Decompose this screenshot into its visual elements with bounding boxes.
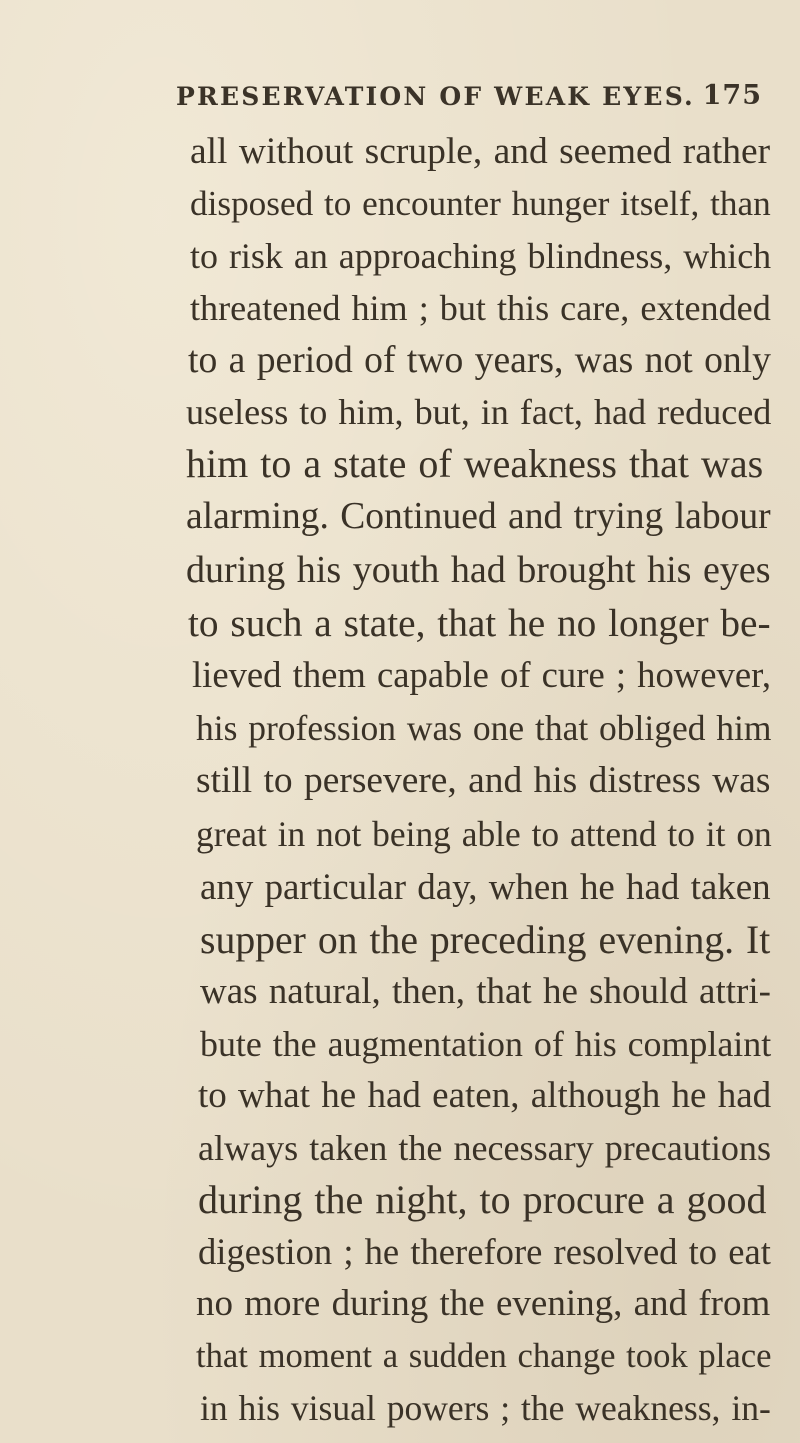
text-line: great in not being able to attend to it on (196, 814, 772, 854)
text-line: no more during the evening, and from (196, 1283, 771, 1324)
text-line: always taken the necessary precautions (198, 1128, 771, 1168)
text-line: digestion ; he therefore resolved to eat (198, 1231, 771, 1272)
text-line: that moment a sudden change took place (196, 1337, 772, 1375)
text-line: to risk an approaching blindness, which (190, 236, 772, 276)
text-line: bute the augmentation of his complaint (200, 1024, 772, 1064)
text-line: during the night, to procure a good (198, 1177, 767, 1222)
text-line: all without scruple, and seemed rather (190, 131, 771, 172)
text-line: in his visual powers ; the weakness, in- (200, 1388, 771, 1428)
running-head-title: PRESERVATION OF WEAK EYES. (176, 82, 695, 111)
text-line: during his youth had brought his eyes (186, 549, 771, 591)
text-line: him to a state of weakness that was (186, 441, 764, 486)
text-line: threatened him ; but this care, extended (190, 288, 771, 328)
text-line: to such a state, that he no longer be- (188, 601, 771, 645)
text-line: supper on the preceding evening. It (200, 918, 771, 962)
running-head (176, 82, 766, 122)
text-line: to a period of two years, was not only (188, 339, 771, 381)
text-line: his profession was one that obliged him (196, 708, 772, 748)
text-line: lieved them capable of cure ; however, (192, 654, 771, 695)
page-number: 175 (702, 80, 762, 111)
text-line: alarming. Continued and trying labour (186, 496, 771, 537)
text-line: still to persevere, and his distress was (196, 760, 771, 801)
text-line: useless to him, but, in fact, had reduced (186, 392, 772, 432)
text-line: to what he had eaten, although he had (198, 1075, 772, 1116)
text-line: disposed to encounter hunger itself, than (190, 184, 771, 223)
text-line: was natural, then, that he should attri- (200, 971, 771, 1012)
text-line: any particular day, when he had taken (200, 866, 771, 907)
